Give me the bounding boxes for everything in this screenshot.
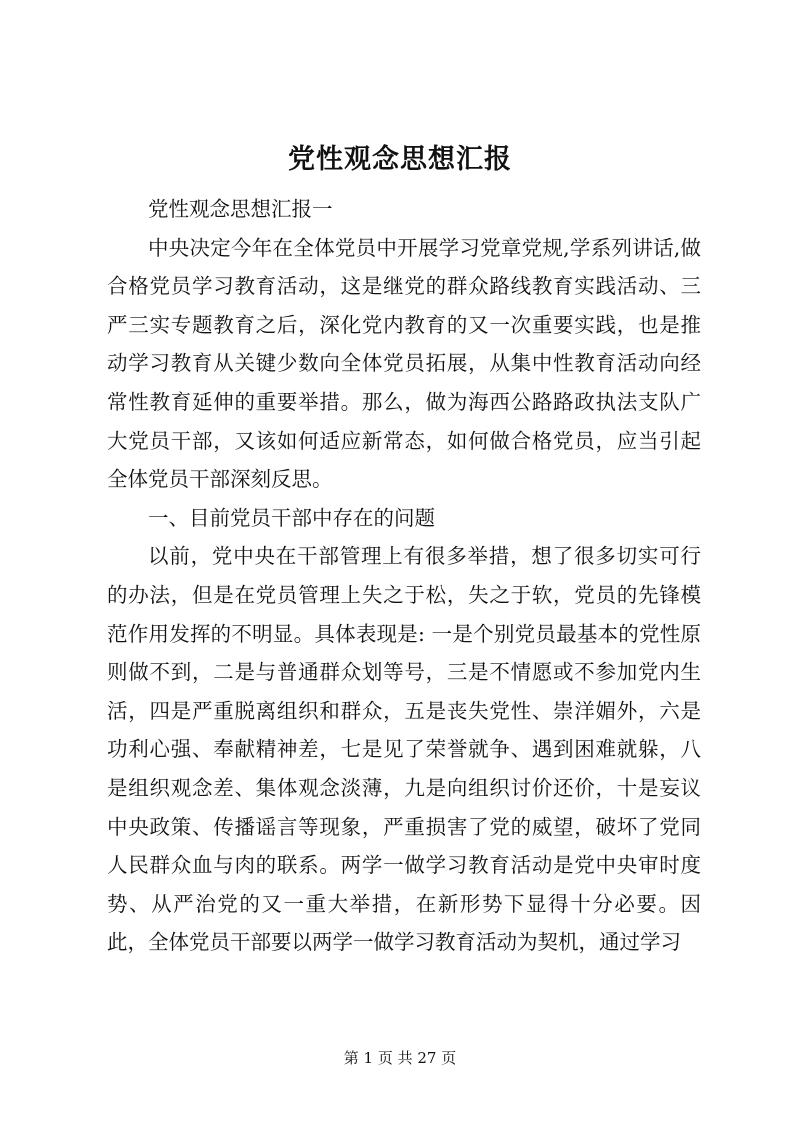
section-heading: 一、目前党员干部中存在的问题 — [148, 505, 435, 530]
body-paragraph: 以前，党中央在干部管理上有很多举措，想了很多切实可行的办法，但是在党员管理上失之于松，失之于软，党员的先锋模范作用发挥的不明显。具体表现是: 一是个别党员最基本的党性原则做不到，二是与普通群众划等号，三是不情愿或不参加党内生活，四是严重脱离组织和群众，五是丧失党性、崇洋媚外，六是功利心强、奉献精神差，七是见了荣誉就争、遇到困难就躲，八是组织观念差、集体观念淡薄，九是向组织讨价还价，十是妄议中央政策、传播谣言等现象，严重损害了党的威望，破坏了党同人民群众血与肉的联系。两学一做学习教育活动是党中央审时度势、从严治党的又一重大举措，在新形势下显得十分必要。因此，全体党员干部要以两学一做学习教育活动为契机，通过学习 — [107, 544, 701, 955]
section-heading: 党性观念思想汇报一 — [148, 197, 333, 221]
page-number: 第 1 页 共 27 页 — [343, 1049, 457, 1067]
document-body — [107, 190, 701, 962]
document-title: 党性观念思想汇报 — [288, 144, 512, 175]
body-paragraph: 中央决定今年在全体党员中开展学习党章党规,学系列讲话,做合格党员学习教育活动，这是继党的群众路线教育实践活动、三严三实专题教育之后，深化党内教育的又一次重要实践，也是推动学习教育从关键少数向全体党员拓展，从集中性教育活动向经常性教育延伸的重要举措。那么，做为海西公路路政执法支队广大党员干部，又该如何适应新常态，如何做合格党员，应当引起全体党员干部深刻反思。 — [107, 235, 701, 492]
